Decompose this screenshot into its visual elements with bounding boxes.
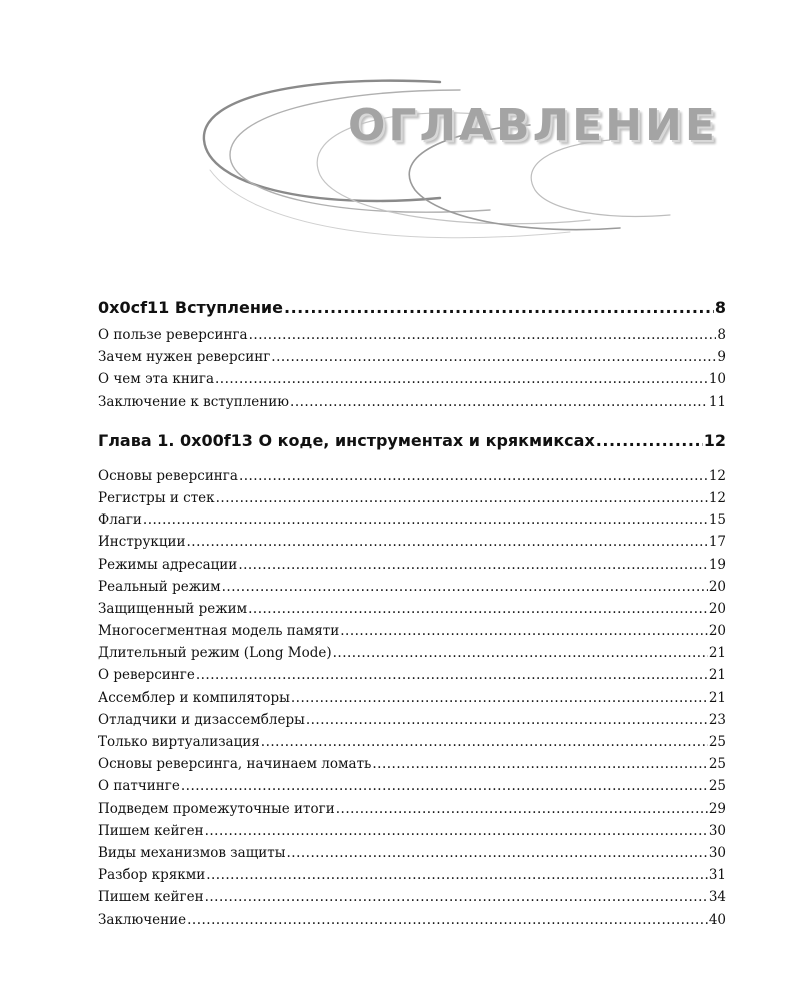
toc-item[interactable]: [98, 554, 726, 576]
toc-item-title: Флаги: [98, 512, 142, 529]
toc-item-title: Виды механизмов защиты: [98, 844, 286, 861]
toc-dot-leader: [238, 554, 708, 576]
toc-item-page: 21: [708, 645, 726, 662]
toc-item[interactable]: [98, 731, 726, 753]
toc-item-page: 40: [708, 911, 726, 928]
toc-dot-leader: [222, 576, 708, 598]
toc-dot-leader: [306, 709, 708, 731]
toc-item-page: 10: [708, 371, 726, 388]
toc-item-page: 23: [708, 711, 726, 728]
toc-item-page: 25: [708, 734, 726, 750]
toc-item-title: Пишем кейген: [98, 822, 204, 839]
toc-dot-leader: [333, 642, 708, 664]
table-of-contents: [98, 296, 726, 931]
toc-item-page: 20: [708, 600, 726, 617]
toc-chapter-page: 8: [714, 298, 726, 317]
toc-dot-leader: [143, 509, 708, 531]
toc-item-page: 21: [708, 667, 726, 684]
toc-item-page: 12: [708, 489, 726, 506]
toc-dot-leader: [239, 465, 708, 487]
toc-item-title: О пользе реверсинга: [98, 327, 248, 343]
toc-chapter-page: 12: [703, 430, 726, 450]
toc-dot-leader: [271, 346, 716, 368]
toc-dot-leader: [248, 598, 708, 620]
toc-item[interactable]: [98, 798, 726, 820]
toc-item-title: Заключение к вступлению: [98, 393, 290, 410]
toc-item-title: Зачем нужен реверсинг: [98, 349, 271, 366]
toc-item[interactable]: [98, 709, 726, 731]
toc-item-title: О патчинге: [98, 778, 180, 795]
toc-item-title: Реальный режим: [98, 578, 221, 595]
toc-item[interactable]: [98, 864, 726, 886]
toc-item-page: 8: [717, 327, 726, 343]
toc-item-title: Защищенный режим: [98, 600, 248, 617]
toc-dot-leader: [284, 296, 714, 320]
toc-dot-leader: [336, 798, 708, 820]
toc-item-title: Регистры и стек: [98, 489, 215, 506]
toc-dot-leader: [206, 864, 708, 886]
toc-dot-leader: [261, 731, 708, 753]
toc-item-title: Отладчики и дизассемблеры: [98, 711, 305, 728]
toc-item-page: 12: [708, 467, 726, 484]
toc-item-page: 25: [708, 756, 726, 773]
toc-dot-leader: [181, 775, 708, 797]
toc-item-page: 20: [708, 623, 726, 640]
toc-item-page: 15: [708, 512, 726, 529]
toc-item[interactable]: [98, 820, 726, 842]
toc-dot-leader: [372, 753, 707, 775]
toc-dot-leader: [340, 620, 708, 642]
toc-item-title: Многосегментная модель памяти: [98, 623, 340, 640]
toc-item-title: Режимы адресации: [98, 556, 238, 573]
toc-item[interactable]: [98, 753, 726, 775]
header-swoosh-art: [190, 60, 750, 260]
toc-item-page: 30: [708, 822, 726, 839]
toc-item-title: Основы реверсинга: [98, 467, 238, 484]
toc-item-title: Ассемблер и компиляторы: [98, 689, 290, 706]
toc-dot-leader: [196, 664, 708, 686]
toc-item[interactable]: [98, 465, 726, 487]
toc-item-page: 25: [708, 778, 726, 795]
toc-item[interactable]: [98, 687, 726, 709]
toc-dot-leader: [290, 391, 708, 413]
toc-item-page: 21: [708, 689, 726, 706]
toc-dot-leader: [215, 368, 708, 390]
toc-item[interactable]: [98, 775, 726, 797]
toc-item-page: 11: [708, 393, 726, 410]
toc-dot-leader: [291, 687, 708, 709]
toc-item-page: 30: [708, 844, 726, 861]
toc-dot-leader: [286, 842, 707, 864]
toc-item-page: 17: [708, 534, 726, 551]
toc-item[interactable]: [98, 391, 726, 413]
toc-dot-leader: [187, 909, 708, 931]
toc-item[interactable]: [98, 909, 726, 931]
toc-item-title: Только виртуализация: [98, 734, 260, 750]
toc-item[interactable]: [98, 620, 726, 642]
toc-item-title: О чем эта книга: [98, 371, 214, 388]
toc-item-title: Разбор крякми: [98, 867, 206, 884]
toc-item-page: 31: [708, 867, 726, 884]
page-title: ОГЛАВЛЕНИЕ: [348, 100, 718, 151]
toc-item[interactable]: [98, 642, 726, 664]
toc-item-title: Инструкции: [98, 534, 186, 551]
toc-item-page: 34: [708, 889, 726, 906]
toc-chapter[interactable]: [98, 296, 726, 320]
toc-item-page: 9: [717, 349, 726, 366]
toc-item[interactable]: [98, 509, 726, 531]
toc-item-list: [98, 324, 726, 413]
toc-item-list: [98, 465, 726, 931]
toc-item[interactable]: [98, 487, 726, 509]
toc-item[interactable]: [98, 576, 726, 598]
toc-chapter-title: Глава 1. 0x00f13 О коде, инструментах и крякмиксах: [98, 430, 595, 450]
toc-chapter[interactable]: [98, 429, 726, 453]
toc-item[interactable]: [98, 324, 726, 346]
toc-dot-leader: [249, 324, 717, 346]
toc-item-title: О реверсинге: [98, 667, 195, 684]
toc-dot-leader: [205, 886, 708, 908]
toc-item-title: Пишем кейген: [98, 889, 204, 906]
toc-item[interactable]: [98, 886, 726, 908]
toc-item-page: 19: [708, 556, 726, 573]
toc-item[interactable]: [98, 368, 726, 390]
toc-item[interactable]: [98, 531, 726, 553]
toc-item[interactable]: [98, 598, 726, 620]
toc-item-page: 20: [708, 578, 726, 595]
toc-item[interactable]: [98, 664, 726, 686]
toc-item-page: 29: [708, 800, 726, 817]
toc-dot-leader: [205, 820, 708, 842]
toc-item[interactable]: [98, 346, 726, 368]
toc-item-title: Длительный режим (Long Mode): [98, 645, 332, 662]
toc-dot-leader: [596, 429, 703, 453]
toc-dot-leader: [216, 487, 708, 509]
toc-item-title: Основы реверсинга, начинаем ломать: [98, 756, 372, 773]
toc-item-title: Подведем промежуточные итоги: [98, 800, 335, 817]
toc-item-title: Заключение: [98, 911, 187, 928]
toc-chapter-title: 0x0cf11 Вступление: [98, 298, 283, 317]
toc-dot-leader: [187, 531, 708, 553]
toc-item[interactable]: [98, 842, 726, 864]
